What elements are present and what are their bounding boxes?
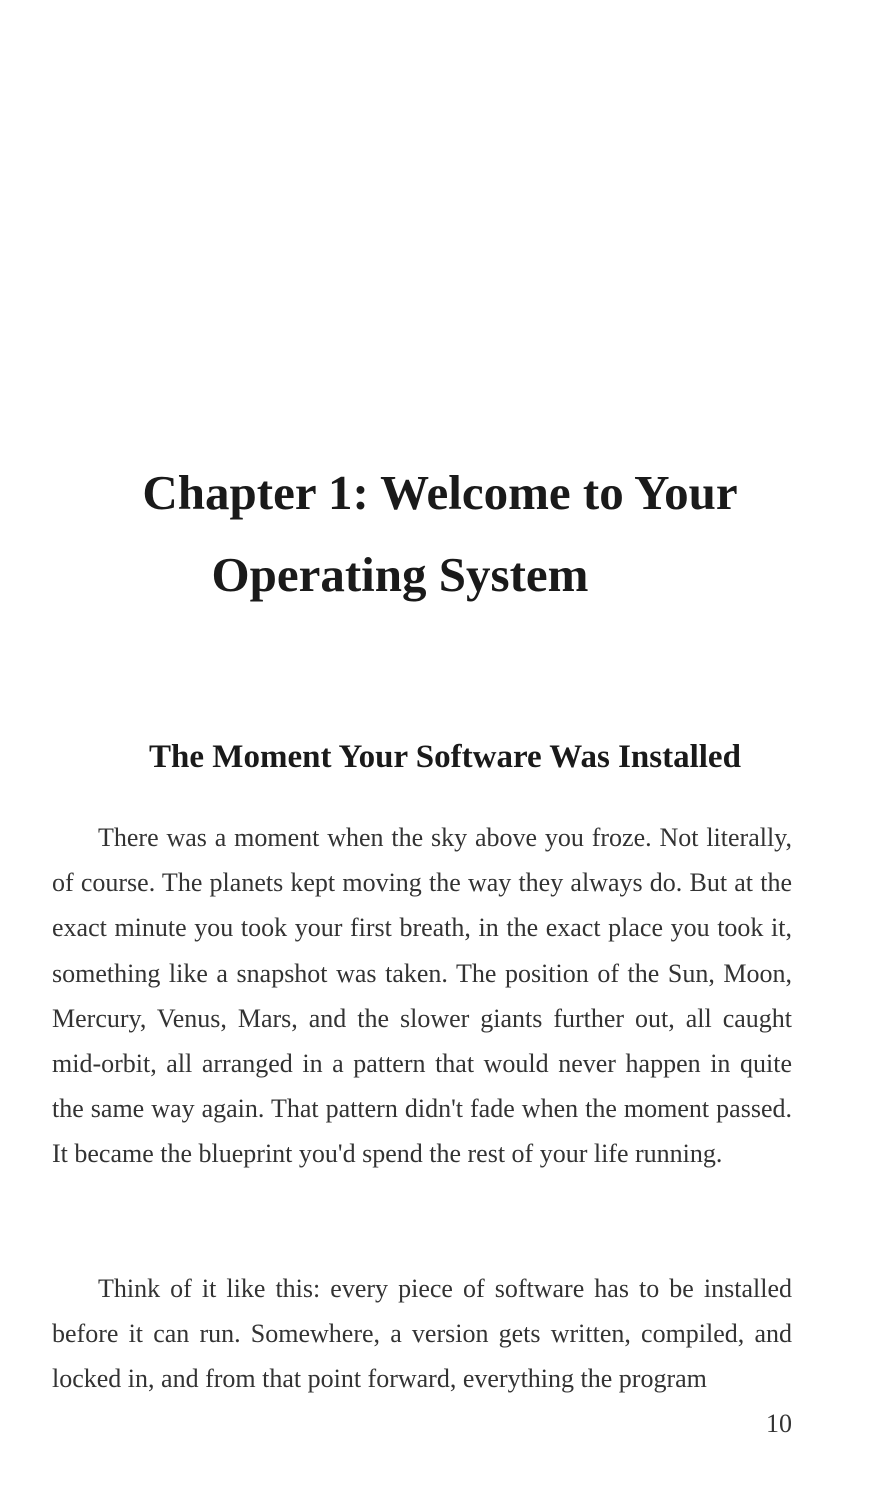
section-heading: The Moment Your Software Was Installed <box>149 739 741 775</box>
body-paragraph-1: There was a moment when the sky above you froze. Not literally, of course. The planets kept moving the way they always do. But at the exact minute you took your first breath, in the exact place you took it, something like a snapshot was taken. The position of the Sun, Moon, Mercury, Venus, Mars, and the slower giants further out, all caught mid-orbit, all arranged in a pattern that would never happen in quite the same way again. That pattern didn't fade when the moment passed. It became the blueprint you'd spend the rest of your life running. <box>52 823 792 1169</box>
chapter-title-line-1: Chapter 1: Welcome to Your <box>142 465 738 520</box>
page-number: 10 <box>766 1409 792 1438</box>
chapter-title-line-2: Operating System <box>211 547 589 602</box>
body-paragraph-2: Think of it like this: every piece of software has to be installed before it can run. Somewhere, a version gets written, compiled, and locked in, and from that point forward, everything the program <box>52 1274 792 1394</box>
